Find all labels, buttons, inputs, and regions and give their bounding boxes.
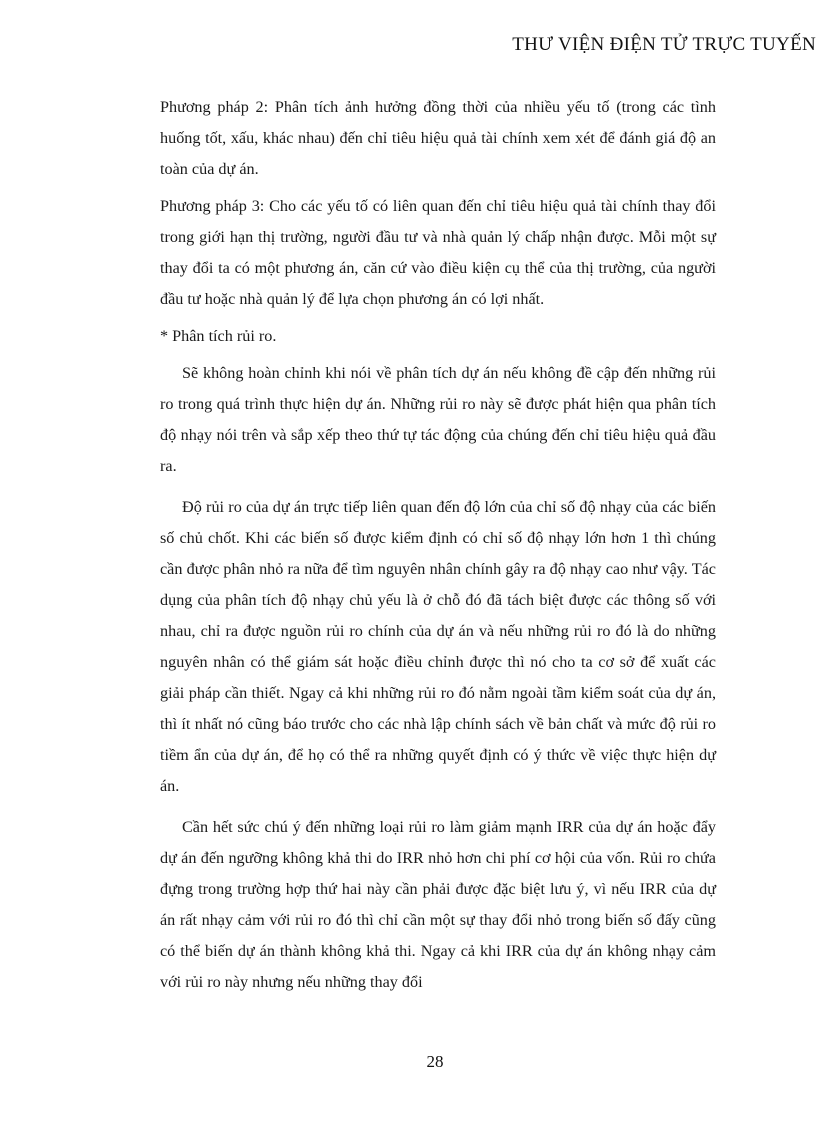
body-text xyxy=(160,92,716,1004)
paragraph-method-2: Phương pháp 2: Phân tích ảnh hưởng đồng thời của nhiều yếu tố (trong các tình huống tốt, xấu, khác nhau) đến chỉ tiêu hiệu quả tài chính xem xét để đánh giá độ an toàn của dự án. xyxy=(160,98,716,178)
paragraph-risk-intro: Sẽ không hoàn chỉnh khi nói về phân tích dự án nếu không đề cập đến những rủi ro trong quá trình thực hiện dự án. Những rủi ro này sẽ được phát hiện qua phân tích độ nhạy nói trên và sắp xếp theo thứ tự tác động của chúng đến chỉ tiêu hiệu quả đầu ra. xyxy=(160,364,716,475)
running-header: THƯ VIỆN ĐIỆN TỬ TRỰC TUYẾN xyxy=(512,34,816,55)
section-heading-risk-analysis: * Phân tích rủi ro. xyxy=(160,327,277,345)
page-number: 28 xyxy=(426,1052,444,1071)
paragraph-method-3: Phương pháp 3: Cho các yếu tố có liên quan đến chỉ tiêu hiệu quả tài chính thay đổi trong giới hạn thị trường, người đầu tư và nhà quản lý chấp nhận được. Mỗi một sự thay đổi ta có một phương án, căn cứ vào điều kiện cụ thể của thị trường, của người đầu tư hoặc nhà quản lý để lựa chọn phương án có lợi nhất. xyxy=(160,197,716,308)
paragraph-irr-attention: Cần hết sức chú ý đến những loại rủi ro làm giảm mạnh IRR của dự án hoặc đẩy dự án đến ngưỡng không khả thi do IRR nhỏ hơn chi phí cơ hội của vốn. Rủi ro chứa đựng trong trường hợp thứ hai này cần phải được đặc biệt lưu ý, vì nếu IRR của dự án rất nhạy cảm với rủi ro đó thì chỉ cần một sự thay đổi nhỏ trong biến số đấy cũng có thể biến dự án thành không khả thi. Ngay cả khi IRR của dự án không nhạy cảm với rủi ro này nhưng nếu những thay đổi xyxy=(160,818,716,991)
paragraph-risk-degree: Độ rủi ro của dự án trực tiếp liên quan đến độ lớn của chỉ số độ nhạy của các biến số chủ chốt. Khi các biến số được kiểm định có chỉ số độ nhạy lớn hơn 1 thì chúng cần được phân nhỏ ra nữa để tìm nguyên nhân chính gây ra độ nhạy cao như vậy. Tác dụng của phân tích độ nhạy chủ yếu là ở chỗ đó đã tách biệt được các thông số với nhau, chỉ ra được nguồn rủi ro chính của dự án và nếu những rủi ro đó là do những nguyên nhân có thể giám sát hoặc điều chỉnh được thì nó cho ta cơ sở để xuất các giải pháp cần thiết. Ngay cả khi những rủi ro đó nằm ngoài tầm kiểm soát của dự án, thì ít nhất nó cũng báo trước cho các nhà lập chính sách về bản chất và mức độ rủi ro tiềm ẩn của dự án, để họ có thể ra những quyết định có ý thức về việc thực hiện dự án. xyxy=(160,498,716,795)
